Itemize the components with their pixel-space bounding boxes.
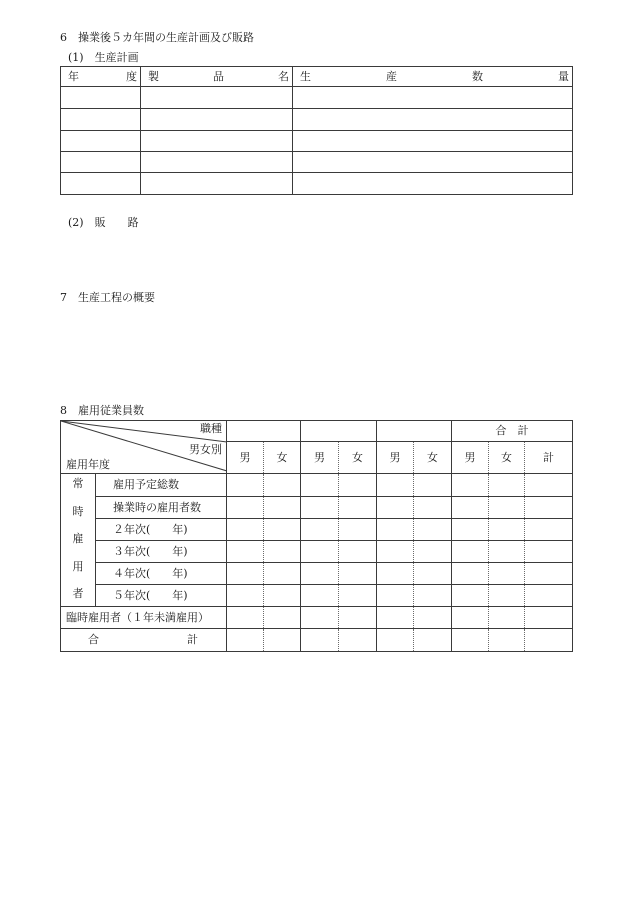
job-type-cell [227,421,301,442]
female-count-cell [414,519,452,541]
year-cell [61,131,141,152]
female-count-cell [339,629,377,652]
total-male-cell [452,629,489,652]
production-plan-subheading: (1) 生産計画 [68,51,139,64]
female-count-cell [414,563,452,585]
row-label: ２年次( 年) [96,519,227,541]
total-group-header: 合 計 [452,421,573,442]
female-count-cell [414,607,452,629]
regular-employees-label-cell [61,474,96,607]
male-count-cell [227,585,264,607]
male-count-cell [377,607,414,629]
grand-total-cell [525,607,573,629]
male-count-cell [301,585,339,607]
total-female-cell [489,585,525,607]
corner-label-employment-year: 雇用年度 [66,458,110,471]
table-row [61,497,573,519]
year-cell [61,173,141,195]
quantity-cell [293,131,573,152]
grand-total-cell [525,497,573,519]
total-female-cell [489,629,525,652]
female-count-cell [414,474,452,497]
row-label: ３年次( 年) [96,541,227,563]
total-header: 計 [525,442,573,474]
total-male-cell [452,563,489,585]
female-count-cell [339,607,377,629]
table-row [61,87,573,109]
corner-header-cell [61,421,227,474]
male-header: 男 [377,442,414,474]
female-count-cell [339,497,377,519]
table-row [61,541,573,563]
total-female-cell [489,519,525,541]
female-count-cell [264,607,301,629]
male-count-cell [377,629,414,652]
male-count-cell [301,541,339,563]
table-row [61,607,573,629]
quantity-cell [293,152,573,173]
male-count-cell [301,474,339,497]
grand-total-cell [525,474,573,497]
product-cell [141,152,293,173]
table-row [61,563,573,585]
female-count-cell [414,541,452,563]
row-label: 操業時の雇用者数 [96,497,227,519]
female-count-cell [264,629,301,652]
header-production-quantity: 生 産 数 量 [293,67,573,87]
male-count-cell [377,541,414,563]
corner-label-job-type: 職種 [200,422,222,435]
product-cell [141,173,293,195]
grand-total-cell [525,541,573,563]
grand-total-cell [525,585,573,607]
male-count-cell [377,474,414,497]
employment-table [60,420,573,652]
female-count-cell [414,585,452,607]
total-male-cell [452,607,489,629]
total-male-cell [452,585,489,607]
header-product-name: 製 品 名 [141,67,293,87]
female-count-cell [339,474,377,497]
male-count-cell [301,497,339,519]
female-count-cell [339,563,377,585]
total-female-cell [489,497,525,519]
section-8-heading: 8 雇用従業員数 [60,404,144,417]
female-count-cell [339,585,377,607]
female-header: 女 [489,442,525,474]
male-header: 男 [227,442,264,474]
male-count-cell [377,519,414,541]
female-count-cell [264,497,301,519]
product-cell [141,87,293,109]
row-label: ４年次( 年) [96,563,227,585]
female-count-cell [339,541,377,563]
production-plan-table [60,66,573,195]
temporary-employees-label: 臨時雇用者（１年未満雇用） [61,607,227,629]
row-label: ５年次( 年) [96,585,227,607]
total-male-cell [452,474,489,497]
table-row [61,585,573,607]
corner-label-gender: 男女別 [189,443,222,456]
female-count-cell [339,519,377,541]
total-male-cell [452,541,489,563]
female-header: 女 [339,442,377,474]
section-7-heading: 7 生産工程の概要 [60,291,155,304]
male-count-cell [377,585,414,607]
table-row [61,109,573,131]
table-row [61,152,573,173]
female-count-cell [264,563,301,585]
total-female-cell [489,474,525,497]
total-female-cell [489,563,525,585]
female-count-cell [264,585,301,607]
male-count-cell [227,607,264,629]
regular-employees-label: 常 時 雇 用 者 [72,477,84,600]
female-count-cell [264,474,301,497]
female-header: 女 [414,442,452,474]
female-count-cell [414,497,452,519]
product-cell [141,131,293,152]
grand-total-cell [525,629,573,652]
table-row [61,474,573,497]
female-count-cell [414,629,452,652]
row-label: 雇用予定総数 [96,474,227,497]
male-count-cell [227,541,264,563]
grand-total-cell [525,563,573,585]
total-male-cell [452,519,489,541]
sales-channel-subheading: (2) 販 路 [68,216,139,229]
grand-total-cell [525,519,573,541]
total-female-cell [489,607,525,629]
male-count-cell [377,563,414,585]
total-row-label-cell [61,629,227,652]
male-header: 男 [452,442,489,474]
total-male-cell [452,497,489,519]
table-row [61,173,573,195]
male-count-cell [301,629,339,652]
job-type-cell [377,421,452,442]
year-cell [61,109,141,131]
job-type-cell [301,421,377,442]
male-count-cell [301,519,339,541]
total-row-label: 合 計 [88,633,198,646]
year-cell [61,152,141,173]
section-6-heading: 6 操業後５カ年間の生産計画及び販路 [60,31,254,44]
male-count-cell [227,519,264,541]
table-row [61,519,573,541]
female-count-cell [264,541,301,563]
male-header: 男 [301,442,339,474]
male-count-cell [227,474,264,497]
male-count-cell [227,497,264,519]
header-year: 年 度 [61,67,141,87]
female-count-cell [264,519,301,541]
male-count-cell [301,563,339,585]
male-count-cell [227,563,264,585]
table-row [61,131,573,152]
male-count-cell [227,629,264,652]
male-count-cell [301,607,339,629]
product-cell [141,109,293,131]
quantity-cell [293,173,573,195]
quantity-cell [293,87,573,109]
female-header: 女 [264,442,301,474]
table-header-row [61,67,573,87]
table-row [61,629,573,652]
quantity-cell [293,109,573,131]
total-female-cell [489,541,525,563]
job-type-header-row [61,421,573,442]
male-count-cell [377,497,414,519]
year-cell [61,87,141,109]
